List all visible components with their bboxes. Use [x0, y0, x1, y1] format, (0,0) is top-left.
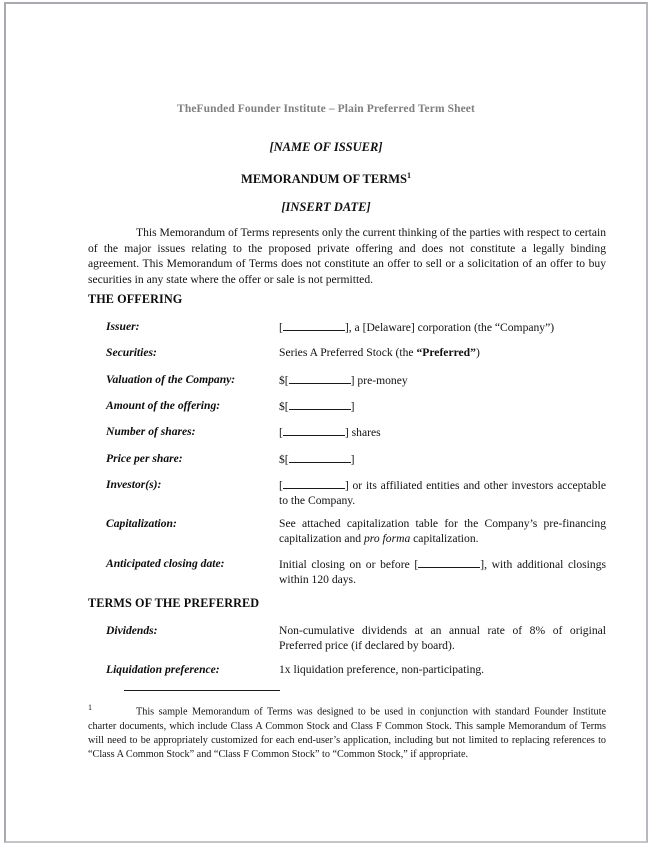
value-suffix: ], with additional closings within 120 days. [279, 558, 606, 587]
section-heading-the-offering: THE OFFERING [88, 292, 183, 306]
term-label-dividends: Dividends: [106, 624, 158, 637]
term-label-anticipated-closing-date: Anticipated closing date: [106, 557, 225, 570]
term-label-securities: Securities: [106, 346, 157, 359]
footnote-reference-marker: 1 [406, 171, 411, 180]
title-name-of-issuer: [NAME OF ISSUER] [269, 140, 383, 154]
value-prefix: [ [279, 479, 283, 492]
fill-in-blank[interactable] [289, 451, 351, 463]
term-label-capitalization: Capitalization: [106, 517, 177, 530]
title-insert-date: [INSERT DATE] [281, 200, 371, 215]
term-row [106, 424, 606, 440]
term-value-issuer [279, 319, 606, 335]
title-memorandum-of-terms [6, 168, 646, 187]
footnote [88, 701, 606, 762]
term-value-investors [279, 477, 606, 509]
term-label-issuer: Issuer: [106, 320, 140, 333]
term-row [106, 451, 606, 467]
value-prefix: $[ [279, 374, 289, 387]
term-label-valuation: Valuation of the Company: [106, 373, 236, 386]
value-suffix: ] [350, 453, 355, 466]
term-value-number-of-shares [279, 424, 606, 440]
title-block [6, 140, 646, 228]
fill-in-blank[interactable] [289, 372, 351, 384]
fill-in-blank[interactable] [283, 477, 345, 489]
value-suffix: ] or its affiliated entities and other investors acceptable to the Company. [279, 479, 606, 508]
value-suffix: ] shares [344, 426, 381, 439]
term-row [106, 516, 606, 547]
term-row [106, 398, 606, 414]
emphasis-pro-forma: pro forma [363, 532, 411, 546]
term-row [106, 345, 606, 360]
value-suffix: ] [350, 400, 355, 413]
term-row [106, 477, 606, 509]
value-prefix: Initial closing on or before [ [279, 558, 419, 571]
fill-in-blank[interactable] [289, 398, 351, 410]
value-suffix: ], a [Delaware] corporation (the “Company”) [344, 321, 555, 334]
term-value-valuation [279, 372, 606, 388]
term-value-securities: Series A Preferred Stock (the “Preferred”) [279, 346, 480, 359]
term-row [106, 662, 606, 677]
term-label-amount-of-offering: Amount of the offering: [106, 399, 221, 412]
term-label-investors: Investor(s): [106, 478, 162, 491]
term-value-dividends: Non-cumulative dividends at an annual rate of 8% of original Preferred price (if declared by board). [279, 624, 606, 653]
term-value-price-per-share [279, 451, 606, 467]
value-prefix: $[ [279, 453, 289, 466]
term-row [106, 319, 606, 335]
term-row [106, 623, 606, 654]
term-label-price-per-share: Price per share: [106, 452, 183, 465]
term-label-number-of-shares: Number of shares: [106, 425, 196, 438]
fill-in-blank[interactable] [418, 556, 480, 568]
running-header: TheFunded Founder Institute – Plain Preferred Term Sheet [177, 103, 475, 115]
term-value-capitalization: See attached capitalization table for the Company’s pre-financing capitalization and pro forma capitalization. [279, 517, 606, 546]
term-row [106, 372, 606, 388]
intro-paragraph: This Memorandum of Terms represents only the current thinking of the parties with respect to certain of the major issues relating to the proposed private offering and does not constitute a legally binding agreement. This Memorandum of Terms does not constitute an offer to sell or a solicitation of an offer to buy securities in any state where the offer or sale is not permitted. [88, 226, 606, 286]
value-suffix: ] pre-money [350, 374, 408, 387]
fill-in-blank[interactable] [283, 319, 345, 331]
value-prefix: [ [279, 321, 283, 334]
page-content [6, 4, 646, 841]
defined-term: “Preferred” [416, 346, 476, 359]
footnote-text: This sample Memorandum of Terms was designed to be used in conjunction with standard Founder Institute charter documents, which include Class A Common Stock and Class F Common Stock. This sample Memorandum of Terms will need to be appropriately customized for each end-user’s application, including but not limited to replacing references to “Class A Common Stock” and “Class F Common Stock” to “Common Stock,” if appropriate. [88, 706, 606, 760]
term-value-liquidation-preference: 1x liquidation preference, non-participating. [279, 663, 485, 676]
term-value-amount-of-offering [279, 398, 606, 414]
footnote-marker: 1 [88, 703, 92, 712]
term-row [106, 556, 606, 588]
value-prefix: $[ [279, 400, 289, 413]
section-heading-terms-of-the-preferred: TERMS OF THE PREFERRED [88, 596, 260, 610]
term-value-anticipated-closing-date [279, 556, 606, 588]
value-prefix: [ [279, 426, 283, 439]
fill-in-blank[interactable] [283, 424, 345, 436]
title-memorandum-text: MEMORANDUM OF TERMS [241, 172, 407, 187]
document-page [4, 2, 648, 843]
footnote-separator-rule [124, 690, 280, 691]
term-label-liquidation-preference: Liquidation preference: [106, 663, 220, 676]
